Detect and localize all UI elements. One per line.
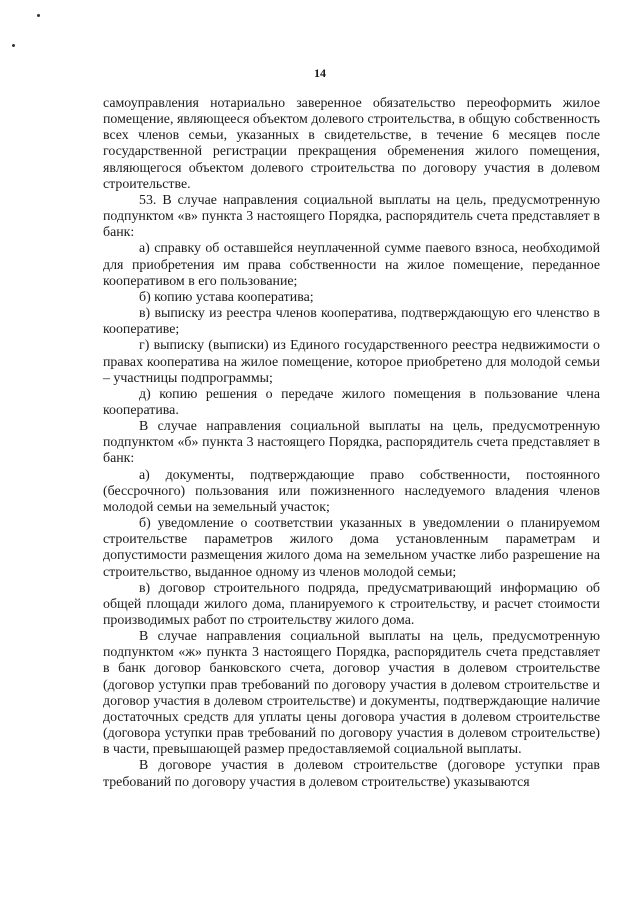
paragraph: в) договор строительного подряда, предусматривающий информацию об общей площади жилого дома, планируемого к строительству, и расчет стоимости производимых работ по строительству жилого дома. <box>103 580 600 628</box>
paragraph: б) уведомление о соответствии указанных в уведомлении о планируемом строительстве параметров жилого дома установленным параметрам и допустимости размещения жилого дома на земельном участке либо разрешение на строительство, выданное одному из членов молодой семьи; <box>103 516 600 580</box>
document-body <box>103 96 600 791</box>
paragraph: В договоре участия в долевом строительстве (договоре уступки прав требований по договору участия в долевом строительстве) указываются <box>103 758 600 790</box>
paragraph: 53. В случае направления социальной выплаты на цель, предусмотренную подпунктом «в» пункта 3 настоящего Порядка, распорядитель счета представляет в банк: <box>103 192 600 241</box>
scan-speck <box>12 44 15 47</box>
scan-speck <box>37 14 40 17</box>
paragraph: а) документы, подтверждающие право собственности, постоянного (бессрочного) пользования или пожизненного наследуемого владения членов молодой семьи на земельный участок; <box>103 467 600 515</box>
paragraph: б) копию устава кооператива; <box>139 289 314 305</box>
paragraph: д) копию решения о передаче жилого помещения в пользование члена кооператива. <box>103 386 600 418</box>
paragraph: а) справку об оставшейся неуплаченной сумме паевого взноса, необходимой для приобретения им права собственности на жилое помещение, переданное кооперативом в его пользование; <box>103 241 600 289</box>
paragraph: самоуправления нотариально заверенное обязательство переоформить жилое помещение, являющееся объектом долевого строительства, в общую собственность всех членов семьи, указанных в свидетельстве, в течение 6 месяцев после государственной регистрации прекращения обременения жилого помещения, являющегося объектом долевого строительства по договору участия в долевом строительстве. <box>103 96 600 192</box>
paragraph: в) выписку из реестра членов кооператива, подтверждающую его членство в кооперативе; <box>103 306 600 338</box>
paragraph: г) выписку (выписки) из Единого государственного реестра недвижимости о правах кооператива на жилое помещение, которое приобретено для молодой семьи – участницы подпрограммы; <box>103 338 600 386</box>
paragraph: В случае направления социальной выплаты на цель, предусмотренную подпунктом «ж» пункта 3 настоящего Порядка, распорядитель счета представляет в банк договор банковского счета, договор участия в долевом строительстве (договор уступки прав требований по договору участия в долевом строительстве и договор участия в долевом строительстве) и документы, подтверждающие наличие достаточных средств для уплаты цены договора участия в долевом строительстве (договора уступки прав требований по договору участия в долевом строительстве) в части, превышающей размер предоставляемой социальной выплаты. <box>103 629 600 758</box>
paragraph: В случае направления социальной выплаты на цель, предусмотренную подпунктом «б» пункта 3 настоящего Порядка, распорядитель счета представляет в банк: <box>103 419 600 467</box>
page-number: 14 <box>314 66 326 80</box>
